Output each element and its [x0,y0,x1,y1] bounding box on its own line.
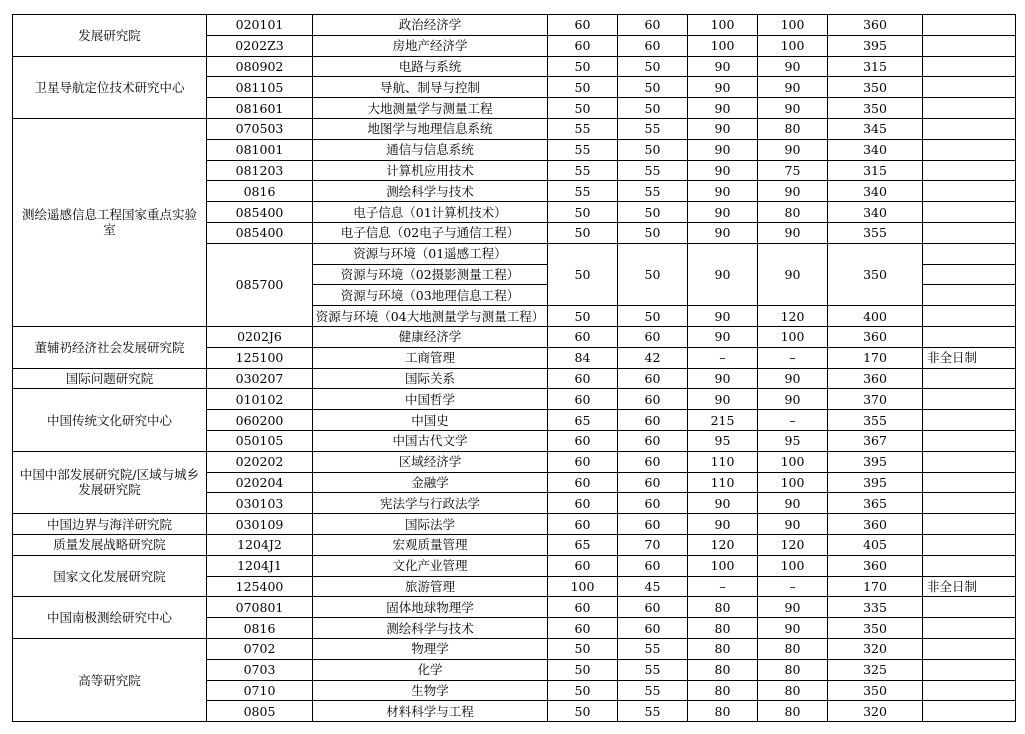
score-foreign-language-cell: 55 [618,680,688,701]
score-politics-cell: 50 [548,680,618,701]
institute-cell: 测绘遥感信息工程国家重点实验室 [13,118,207,326]
score-total-cell: 405 [828,534,923,555]
score-subject2-cell: 90 [758,222,828,243]
score-subject1-cell: 120 [688,534,758,555]
score-subject2-cell: 100 [758,451,828,472]
score-total-cell: 345 [828,118,923,139]
score-foreign-language-cell: 60 [618,555,688,576]
score-foreign-language-cell: 55 [618,160,688,181]
major-code-cell: 030109 [207,514,313,535]
note-cell [923,368,1016,389]
score-foreign-language-cell: 50 [618,306,688,327]
score-politics-cell: 65 [548,410,618,431]
score-foreign-language-cell: 60 [618,368,688,389]
score-subject1-cell: 80 [688,597,758,618]
table-row [13,118,1016,139]
score-subject1-cell: 90 [688,368,758,389]
major-name-cell: 地图学与地理信息系统 [313,118,548,139]
score-subject1-cell: 80 [688,680,758,701]
score-foreign-language-cell: 45 [618,576,688,597]
note-cell [923,410,1016,431]
score-subject2-cell: 90 [758,181,828,202]
score-politics-cell: 60 [548,555,618,576]
institute-cell: 质量发展战略研究院 [13,534,207,555]
table-row [13,597,1016,618]
table-row [13,638,1016,659]
major-name-cell: 宪法学与行政法学 [313,493,548,514]
table-row [13,368,1016,389]
score-total-cell: 395 [828,451,923,472]
score-foreign-language-cell: 55 [618,118,688,139]
score-foreign-language-cell: 70 [618,534,688,555]
major-code-cell: 0702 [207,638,313,659]
score-total-cell: 360 [828,326,923,347]
score-subject2-cell: 90 [758,243,828,305]
score-foreign-language-cell: 60 [618,326,688,347]
major-name-cell: 国际关系 [313,368,548,389]
score-subject2-cell: 80 [758,202,828,223]
note-cell: 非全日制 [923,576,1016,597]
note-cell [923,118,1016,139]
major-code-cell: 125100 [207,347,313,368]
score-subject1-cell: 90 [688,222,758,243]
score-subject1-cell: 100 [688,15,758,36]
major-name-cell: 通信与信息系统 [313,139,548,160]
score-foreign-language-cell: 50 [618,222,688,243]
score-total-cell: 170 [828,576,923,597]
score-politics-cell: 60 [548,368,618,389]
institute-cell: 中国边界与海洋研究院 [13,514,207,535]
major-name-cell: 中国哲学 [313,389,548,410]
major-code-cell: 0202J6 [207,326,313,347]
score-foreign-language-cell: 60 [618,514,688,535]
score-subject2-cell: 95 [758,430,828,451]
score-subject1-cell: 80 [688,618,758,639]
score-politics-cell: 55 [548,160,618,181]
score-subject2-cell: 90 [758,139,828,160]
note-cell [923,618,1016,639]
score-politics-cell: 50 [548,243,618,305]
major-name-cell: 计算机应用技术 [313,160,548,181]
score-total-cell: 360 [828,15,923,36]
score-subject1-cell: 90 [688,389,758,410]
score-subject2-cell: 80 [758,659,828,680]
score-subject1-cell: 90 [688,160,758,181]
note-cell [923,514,1016,535]
major-code-cell: 0710 [207,680,313,701]
score-politics-cell: 50 [548,56,618,77]
score-subject1-cell: 100 [688,35,758,56]
major-code-cell: 085400 [207,202,313,223]
score-subject1-cell: 110 [688,451,758,472]
score-total-cell: 365 [828,493,923,514]
institute-cell: 中国中部发展研究院/区域与城乡发展研究院 [13,451,207,513]
note-cell [923,534,1016,555]
score-subject2-cell: – [758,410,828,431]
score-subject2-cell: 100 [758,555,828,576]
score-total-cell: 360 [828,555,923,576]
score-politics-cell: 50 [548,222,618,243]
note-cell [923,659,1016,680]
major-code-cell: 070503 [207,118,313,139]
note-cell [923,701,1016,722]
major-name-cell: 文化产业管理 [313,555,548,576]
major-name-cell: 电子信息（02电子与通信工程） [313,222,548,243]
score-politics-cell: 50 [548,659,618,680]
note-cell [923,680,1016,701]
score-total-cell: 395 [828,472,923,493]
score-total-cell: 170 [828,347,923,368]
major-name-cell: 资源与环境（01遥感工程） [313,243,548,264]
score-total-cell: 320 [828,701,923,722]
major-name-cell: 资源与环境（04大地测量学与测量工程） [313,306,548,327]
major-name-cell: 测绘科学与技术 [313,618,548,639]
note-cell [923,389,1016,410]
score-subject1-cell: 80 [688,638,758,659]
score-subject1-cell: 110 [688,472,758,493]
score-subject1-cell: 90 [688,98,758,119]
score-politics-cell: 60 [548,389,618,410]
score-subject2-cell: 100 [758,15,828,36]
major-code-cell: 010102 [207,389,313,410]
score-politics-cell: 50 [548,701,618,722]
score-subject2-cell: 90 [758,98,828,119]
score-subject1-cell: 90 [688,56,758,77]
score-subject1-cell: 215 [688,410,758,431]
score-subject1-cell: – [688,347,758,368]
score-foreign-language-cell: 60 [618,15,688,36]
major-name-cell: 房地产经济学 [313,35,548,56]
score-foreign-language-cell: 50 [618,243,688,305]
major-name-cell: 宏观质量管理 [313,534,548,555]
major-code-cell: 081601 [207,98,313,119]
score-total-cell: 350 [828,77,923,98]
score-subject2-cell: 90 [758,368,828,389]
table-row [13,326,1016,347]
institute-cell: 国家文化发展研究院 [13,555,207,597]
major-code-cell: 1204J1 [207,555,313,576]
score-total-cell: 355 [828,410,923,431]
major-name-cell: 大地测量学与测量工程 [313,98,548,119]
major-code-cell: 030103 [207,493,313,514]
note-cell [923,56,1016,77]
score-subject1-cell: 90 [688,326,758,347]
score-politics-cell: 60 [548,326,618,347]
score-subject1-cell: 90 [688,493,758,514]
score-politics-cell: 55 [548,118,618,139]
major-name-cell: 电子信息（01计算机技术） [313,202,548,223]
major-code-cell: 1204J2 [207,534,313,555]
major-code-cell: 0703 [207,659,313,680]
score-total-cell: 350 [828,98,923,119]
major-code-cell: 060200 [207,410,313,431]
major-name-cell: 国际法学 [313,514,548,535]
score-subject2-cell: 80 [758,701,828,722]
score-foreign-language-cell: 60 [618,389,688,410]
score-politics-cell: 100 [548,576,618,597]
major-code-cell: 085700 [207,243,313,326]
note-cell [923,555,1016,576]
score-total-cell: 395 [828,35,923,56]
institute-cell: 董辅礽经济社会发展研究院 [13,326,207,368]
score-politics-cell: 60 [548,597,618,618]
note-cell: 非全日制 [923,347,1016,368]
table-row [13,389,1016,410]
score-foreign-language-cell: 60 [618,472,688,493]
score-foreign-language-cell: 55 [618,659,688,680]
note-cell [923,202,1016,223]
score-total-cell: 367 [828,430,923,451]
institute-cell: 卫星导航定位技术研究中心 [13,56,207,118]
score-subject2-cell: 80 [758,638,828,659]
major-code-cell: 050105 [207,430,313,451]
score-subject2-cell: 100 [758,35,828,56]
major-name-cell: 测绘科学与技术 [313,181,548,202]
score-subject1-cell: 90 [688,306,758,327]
major-code-cell: 080902 [207,56,313,77]
major-code-cell: 085400 [207,222,313,243]
major-code-cell: 0816 [207,181,313,202]
score-subject1-cell: 90 [688,139,758,160]
score-subject2-cell: 80 [758,680,828,701]
note-cell [923,306,1016,327]
major-name-cell: 健康经济学 [313,326,548,347]
score-subject1-cell: 90 [688,202,758,223]
score-total-cell: 340 [828,139,923,160]
score-total-cell: 360 [828,368,923,389]
note-cell [923,493,1016,514]
major-code-cell: 070801 [207,597,313,618]
score-politics-cell: 50 [548,306,618,327]
note-cell [923,139,1016,160]
major-code-cell: 020101 [207,15,313,36]
note-cell [923,472,1016,493]
score-foreign-language-cell: 42 [618,347,688,368]
score-politics-cell: 55 [548,181,618,202]
score-foreign-language-cell: 50 [618,77,688,98]
table-row [13,451,1016,472]
score-foreign-language-cell: 50 [618,139,688,160]
major-code-cell: 081001 [207,139,313,160]
major-name-cell: 材料科学与工程 [313,701,548,722]
score-total-cell: 340 [828,202,923,223]
table-row [13,15,1016,36]
major-code-cell: 081203 [207,160,313,181]
note-cell [923,430,1016,451]
major-name-cell: 中国古代文学 [313,430,548,451]
score-politics-cell: 60 [548,618,618,639]
institute-cell: 发展研究院 [13,15,207,57]
score-subject2-cell: 90 [758,618,828,639]
score-politics-cell: 60 [548,472,618,493]
score-total-cell: 360 [828,514,923,535]
score-politics-cell: 55 [548,139,618,160]
score-total-cell: 350 [828,243,923,305]
score-politics-cell: 60 [548,430,618,451]
note-cell [923,160,1016,181]
note-cell [923,98,1016,119]
score-total-cell: 320 [828,638,923,659]
table-row [13,555,1016,576]
score-subject1-cell: 90 [688,77,758,98]
score-foreign-language-cell: 60 [618,430,688,451]
major-name-cell: 中国史 [313,410,548,431]
table-row [13,514,1016,535]
score-foreign-language-cell: 55 [618,701,688,722]
score-total-cell: 315 [828,160,923,181]
score-foreign-language-cell: 60 [618,618,688,639]
score-subject1-cell: 90 [688,181,758,202]
score-subject2-cell: 90 [758,389,828,410]
note-cell [923,77,1016,98]
table-row [13,56,1016,77]
major-name-cell: 化学 [313,659,548,680]
score-foreign-language-cell: 50 [618,202,688,223]
major-name-cell: 资源与环境（03地理信息工程） [313,285,548,306]
major-name-cell: 生物学 [313,680,548,701]
score-foreign-language-cell: 60 [618,493,688,514]
major-name-cell: 旅游管理 [313,576,548,597]
major-name-cell: 金融学 [313,472,548,493]
score-politics-cell: 65 [548,534,618,555]
score-subject2-cell: 90 [758,493,828,514]
score-subject1-cell: 100 [688,555,758,576]
score-foreign-language-cell: 55 [618,638,688,659]
major-name-cell: 物理学 [313,638,548,659]
score-table [12,14,1016,722]
note-cell [923,222,1016,243]
score-total-cell: 355 [828,222,923,243]
score-total-cell: 400 [828,306,923,327]
major-code-cell: 0816 [207,618,313,639]
institute-cell: 国际问题研究院 [13,368,207,389]
note-cell [923,264,1016,285]
major-code-cell: 081105 [207,77,313,98]
score-foreign-language-cell: 50 [618,56,688,77]
note-cell [923,35,1016,56]
major-name-cell: 导航、制导与控制 [313,77,548,98]
score-foreign-language-cell: 50 [618,98,688,119]
score-foreign-language-cell: 60 [618,597,688,618]
score-total-cell: 340 [828,181,923,202]
score-subject1-cell: 80 [688,701,758,722]
major-name-cell: 工商管理 [313,347,548,368]
score-politics-cell: 60 [548,451,618,472]
score-subject2-cell: 90 [758,514,828,535]
score-politics-cell: 50 [548,98,618,119]
major-code-cell: 030207 [207,368,313,389]
major-name-cell: 电路与系统 [313,56,548,77]
score-subject2-cell: 90 [758,56,828,77]
score-total-cell: 370 [828,389,923,410]
score-politics-cell: 50 [548,638,618,659]
score-foreign-language-cell: 55 [618,181,688,202]
note-cell [923,638,1016,659]
score-subject2-cell: 120 [758,306,828,327]
score-politics-cell: 60 [548,514,618,535]
major-code-cell: 0805 [207,701,313,722]
score-subject2-cell: 80 [758,118,828,139]
score-politics-cell: 60 [548,15,618,36]
institute-cell: 高等研究院 [13,638,207,721]
note-cell [923,451,1016,472]
major-code-cell: 020204 [207,472,313,493]
note-cell [923,15,1016,36]
score-politics-cell: 60 [548,35,618,56]
score-subject2-cell: 90 [758,597,828,618]
score-total-cell: 350 [828,618,923,639]
score-politics-cell: 50 [548,77,618,98]
score-table-body [13,15,1016,722]
note-cell [923,597,1016,618]
table-row [13,534,1016,555]
score-foreign-language-cell: 60 [618,35,688,56]
score-subject2-cell: – [758,576,828,597]
major-code-cell: 020202 [207,451,313,472]
score-subject1-cell: 90 [688,118,758,139]
score-politics-cell: 50 [548,202,618,223]
score-subject1-cell: – [688,576,758,597]
score-subject2-cell: 90 [758,77,828,98]
score-subject2-cell: 75 [758,160,828,181]
major-name-cell: 区域经济学 [313,451,548,472]
score-subject2-cell: 100 [758,326,828,347]
major-code-cell: 0202Z3 [207,35,313,56]
score-subject2-cell: 100 [758,472,828,493]
score-total-cell: 325 [828,659,923,680]
score-subject1-cell: 80 [688,659,758,680]
score-subject1-cell: 95 [688,430,758,451]
score-subject2-cell: – [758,347,828,368]
note-cell [923,326,1016,347]
score-foreign-language-cell: 60 [618,410,688,431]
note-cell [923,243,1016,264]
score-politics-cell: 60 [548,493,618,514]
score-subject2-cell: 120 [758,534,828,555]
score-total-cell: 315 [828,56,923,77]
score-politics-cell: 84 [548,347,618,368]
major-name-cell: 政治经济学 [313,15,548,36]
note-cell [923,285,1016,306]
score-subject1-cell: 90 [688,514,758,535]
score-total-cell: 350 [828,680,923,701]
score-total-cell: 335 [828,597,923,618]
institute-cell: 中国南极测绘研究中心 [13,597,207,639]
major-code-cell: 125400 [207,576,313,597]
institute-cell: 中国传统文化研究中心 [13,389,207,451]
score-subject1-cell: 90 [688,243,758,305]
score-foreign-language-cell: 60 [618,451,688,472]
note-cell [923,181,1016,202]
major-name-cell: 固体地球物理学 [313,597,548,618]
major-name-cell: 资源与环境（02摄影测量工程） [313,264,548,285]
